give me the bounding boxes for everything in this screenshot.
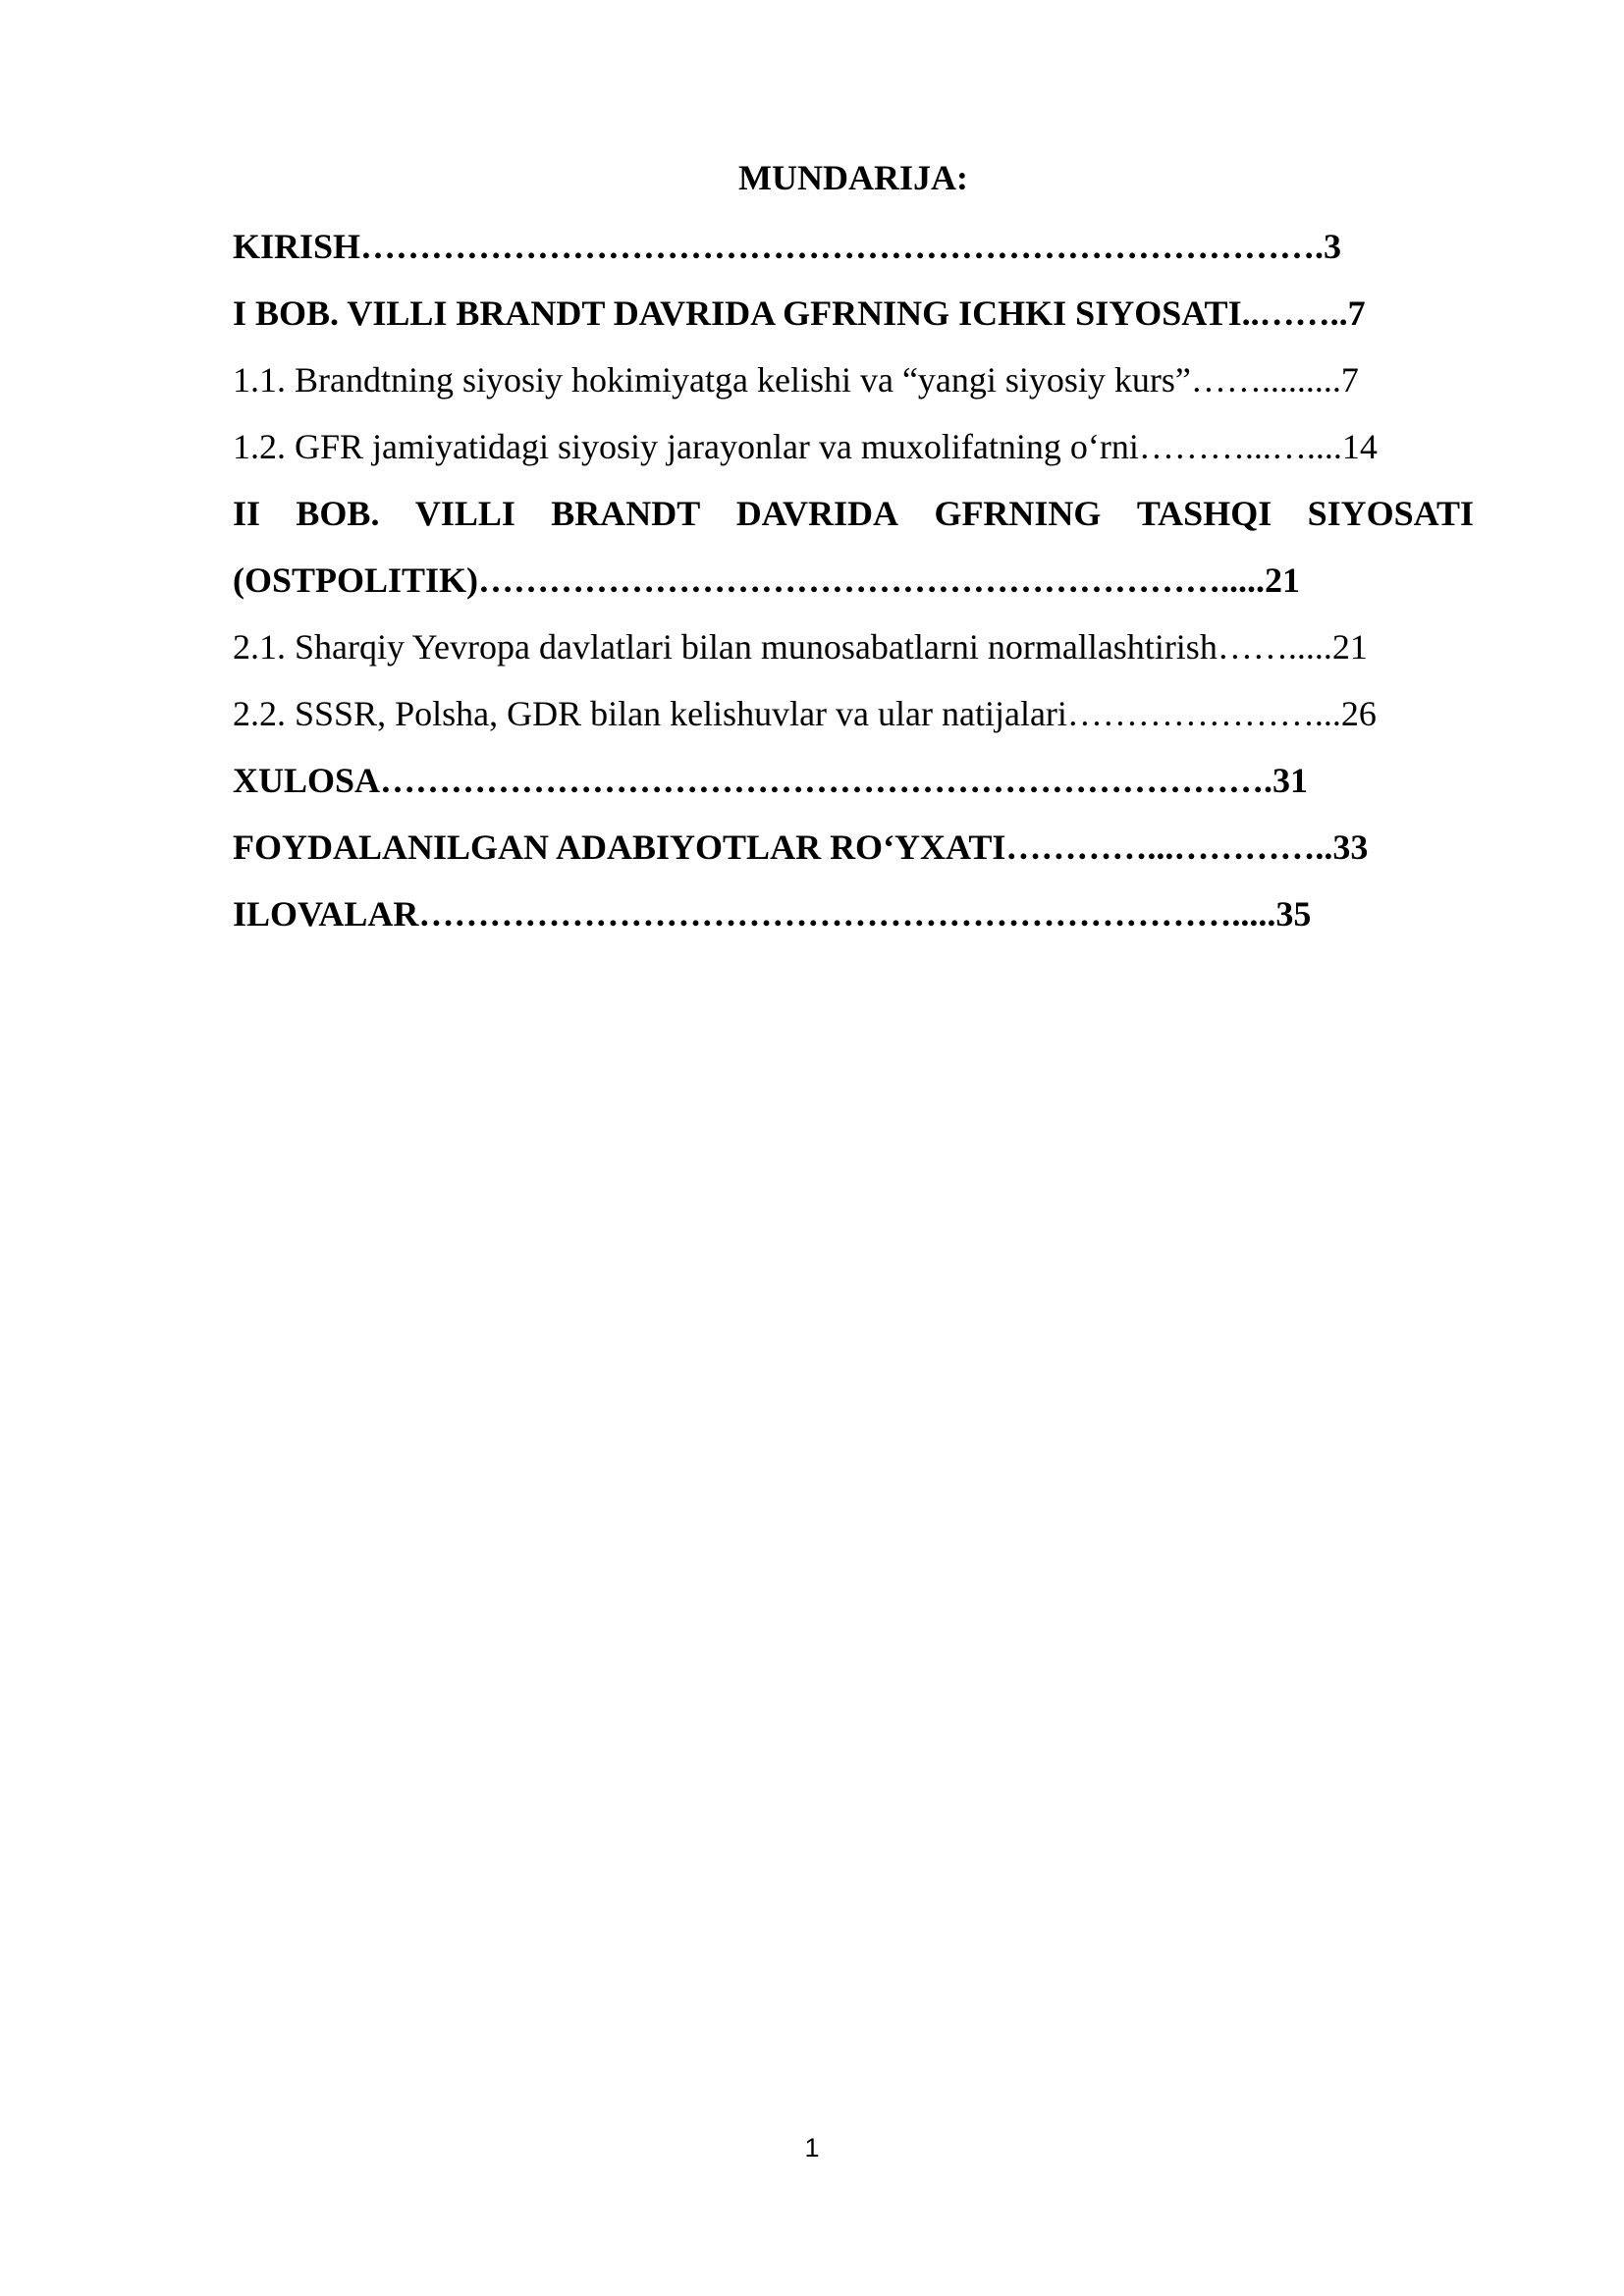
toc-entry-introduction: KIRISH……………………………………………………………………….3	[233, 227, 1342, 266]
toc-chapter-2-word: II	[233, 494, 261, 533]
toc-entry-section-1-2: 1.2. GFR jamiyatidagi siyosiy jarayonlar va muxolifatning o‘rni………...…....14	[233, 427, 1378, 466]
table-of-contents	[233, 142, 1474, 947]
toc-chapter-2-word: BOB.	[296, 494, 380, 533]
toc-entry-section-2-2: 2.2. SSSR, Polsha, GDR bilan kelishuvlar va ular natijalari…………………...26	[233, 694, 1377, 733]
page-number: 1	[804, 2133, 820, 2163]
toc-chapter-2-word: DAVRIDA	[735, 494, 899, 533]
toc-chapter-2-word: VILLI	[414, 494, 515, 533]
toc-chapter-2-word: TASHQI	[1136, 494, 1272, 533]
toc-chapter-2-word: BRANDT	[551, 494, 701, 533]
toc-entry-appendices: ILOVALAR…………………………………………………………….....35	[233, 894, 1312, 934]
toc-entry-chapter-2-subtitle: (OSTPOLITIK)……………………………………………………….....21	[233, 561, 1301, 600]
toc-entry-chapter-2-title	[233, 480, 1474, 547]
toc-entry-conclusion: XULOSA………………………………………………………………….31	[233, 761, 1309, 800]
toc-entry-section-2-1: 2.1. Sharqiy Yevropa davlatlari bilan munosabatlarni normallashtirish…….....21	[233, 627, 1368, 667]
toc-chapter-2-word: GFRNING	[934, 494, 1102, 533]
toc-chapter-2-word: SIYOSATI	[1307, 494, 1474, 533]
toc-entry-chapter-1: I BOB. VILLI BRANDT DAVRIDA GFRNING ICHKI SIYOSATI..……..7	[233, 294, 1366, 333]
toc-entry-section-1-1: 1.1. Brandtning siyosiy hokimiyatga kelishi va “yangi siyosiy kurs”…….........7	[233, 360, 1359, 400]
toc-title: MUNDARIJA:	[738, 158, 968, 197]
toc-entry-bibliography: FOYDALANILGAN ADABIYOTLAR RO‘YXATI…………...…………..33	[233, 828, 1369, 867]
